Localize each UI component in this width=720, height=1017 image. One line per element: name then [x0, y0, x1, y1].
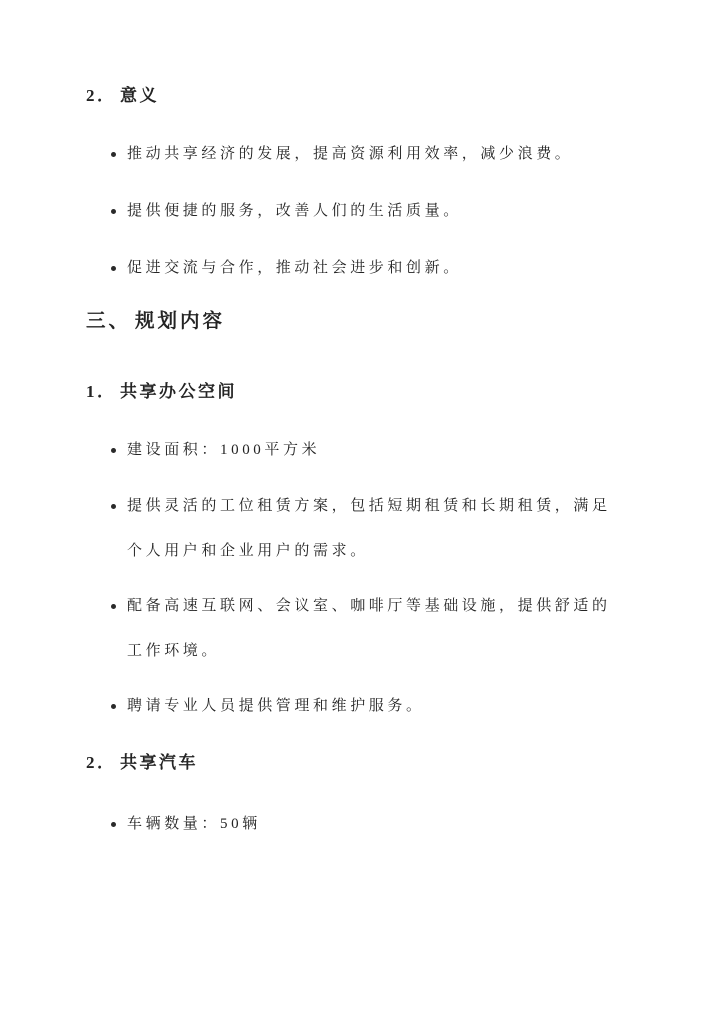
heading-planning-title: 规划内容: [135, 311, 226, 332]
bullet-icon: [111, 209, 116, 214]
list-item: [86, 584, 650, 674]
bullet-icon: [111, 704, 116, 709]
list-item: [86, 189, 650, 234]
heading-meaning: [86, 83, 650, 109]
heading-office-title: 共享办公空间: [120, 382, 237, 401]
list-item-text: 提供便捷的服务，改善人们的生活质量。: [127, 203, 462, 219]
list-item: [86, 428, 650, 473]
list-item-text: 提供灵活的工位租赁方案，包括短期租赁和长期租赁，满足: [127, 498, 611, 514]
list-item: [86, 246, 650, 291]
bullet-icon: [111, 266, 116, 271]
list-item: [86, 802, 650, 847]
heading-planning: [86, 307, 650, 337]
list-item: [86, 132, 650, 177]
bullet-icon: [111, 822, 116, 827]
bullet-icon: [111, 152, 116, 157]
heading-office: [86, 379, 650, 405]
list-item-text: 个人用户和企业用户的需求。: [127, 543, 369, 559]
bullet-icon: [111, 504, 116, 509]
list-item-text: 建设面积：1000平方米: [127, 442, 321, 458]
list-item: [86, 484, 650, 574]
heading-office-number: 1．: [86, 382, 117, 401]
heading-car: [86, 750, 650, 776]
list-item-text: 工作环境。: [127, 643, 221, 659]
heading-planning-number: 三、: [86, 311, 132, 332]
heading-meaning-number: 2．: [86, 86, 117, 105]
list-item-text: 车辆数量：50辆: [127, 816, 261, 832]
list-item-text: 配备高速互联网、会议室、咖啡厅等基础设施，提供舒适的: [127, 598, 611, 614]
bullet-icon: [111, 604, 116, 609]
list-item-text: 聘请专业人员提供管理和维护服务。: [127, 698, 425, 714]
list-item-text: 促进交流与合作，推动社会进步和创新。: [127, 260, 462, 276]
heading-meaning-title: 意义: [120, 86, 159, 105]
heading-car-title: 共享汽车: [120, 753, 198, 772]
list-item-text: 推动共享经济的发展，提高资源利用效率，减少浪费。: [127, 146, 574, 162]
heading-car-number: 2．: [86, 753, 117, 772]
bullet-icon: [111, 448, 116, 453]
list-item: [86, 684, 650, 729]
